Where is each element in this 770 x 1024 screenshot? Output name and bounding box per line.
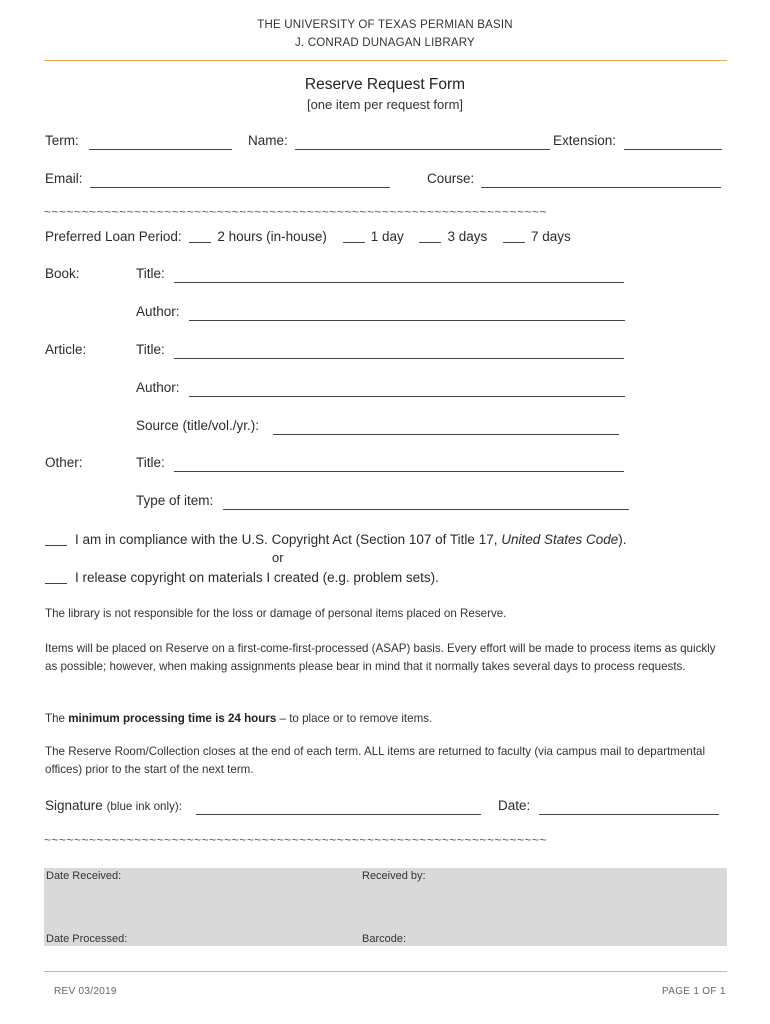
university-name: THE UNIVERSITY OF TEXAS PERMIAN BASIN xyxy=(257,19,513,31)
article-title-label: Title: xyxy=(136,342,165,357)
name-label: Name: xyxy=(248,133,288,148)
signature-field[interactable] xyxy=(196,814,481,815)
loan-option-2hours[interactable]: 2 hours (in-house) xyxy=(189,229,327,244)
other-title-field[interactable] xyxy=(174,471,624,472)
closing-notice: The Reserve Room/Collection closes at the end of each term. ALL items are returned to faculty (via campus mail to departmental offices) prior to the start of the next term. xyxy=(45,745,706,776)
signature-note: (blue ink only): xyxy=(106,800,182,813)
book-title-field[interactable] xyxy=(174,282,624,283)
tilde-divider-top: ~~~~~~~~~~~~~~~~~~~~~~~~~~~~~~~~~~~~~~~~~~~~~~~~~~~~~~~~~~~~~~~~~~~ xyxy=(44,205,548,219)
signature-label: Signature xyxy=(45,798,103,813)
other-type-field[interactable] xyxy=(223,509,629,510)
article-source-field[interactable] xyxy=(273,434,619,435)
date-processed-label: Date Processed: xyxy=(46,933,128,945)
copyright-or: or xyxy=(272,550,284,565)
page-number: PAGE 1 OF 1 xyxy=(662,986,726,997)
article-author-field[interactable] xyxy=(189,396,625,397)
loan-period-row xyxy=(45,228,571,244)
release-checkbox-blank[interactable] xyxy=(45,569,67,584)
course-label: Course: xyxy=(427,171,475,186)
email-label: Email: xyxy=(45,171,83,186)
signature-label-row xyxy=(45,798,182,813)
library-name: J. CONRAD DUNAGAN LIBRARY xyxy=(295,37,475,49)
loan-option-7days[interactable]: 7 days xyxy=(503,229,571,244)
extension-field[interactable] xyxy=(624,149,722,150)
tilde-divider-bottom: ~~~~~~~~~~~~~~~~~~~~~~~~~~~~~~~~~~~~~~~~~~~~~~~~~~~~~~~~~~~~~~~~~~~ xyxy=(44,833,548,847)
processing-notice: Items will be placed on Reserve on a first-come-first-processed (ASAP) basis. Every effort will be made to process items as quickly as possible; however, when making assignments please bear in mind that it normally takes several days to process requests. xyxy=(45,642,716,673)
loan-period-label: Preferred Loan Period: xyxy=(45,229,182,244)
other-type-label: Type of item: xyxy=(136,493,214,508)
header-rule xyxy=(44,60,727,61)
checkbox-blank[interactable] xyxy=(419,228,441,243)
book-author-label: Author: xyxy=(136,304,180,319)
barcode-label: Barcode: xyxy=(362,933,407,945)
email-field[interactable] xyxy=(90,187,390,188)
liability-notice: The library is not responsible for the loss or damage of personal items placed on Reserve. xyxy=(45,607,507,620)
compliance-checkbox-blank[interactable] xyxy=(45,531,67,546)
revision-label: REV 03/2019 xyxy=(54,986,117,997)
copyright-compliance-row: I am in compliance with the U.S. Copyright Act (Section 107 of Title 17, United States Code). xyxy=(45,531,627,547)
article-title-field[interactable] xyxy=(174,358,624,359)
form-title: Reserve Request Form xyxy=(304,76,466,93)
loan-option-1day[interactable]: 1 day xyxy=(343,229,404,244)
date-received-label: Date Received: xyxy=(46,870,122,882)
signature-date-field[interactable] xyxy=(539,814,719,815)
form-subtitle: [one item per request form] xyxy=(306,97,464,112)
copyright-release-row: I release copyright on materials I created (e.g. problem sets). xyxy=(45,569,439,585)
checkbox-blank[interactable] xyxy=(343,228,365,243)
checkbox-blank[interactable] xyxy=(189,228,211,243)
book-title-label: Title: xyxy=(136,266,165,281)
book-section-label: Book: xyxy=(45,266,80,281)
minimum-time-notice: The minimum processing time is 24 hours – to place or to remove items. xyxy=(45,712,433,725)
article-source-label: Source (title/vol./yr.): xyxy=(136,418,260,433)
loan-option-3days[interactable]: 3 days xyxy=(419,229,487,244)
name-field[interactable] xyxy=(295,149,550,150)
other-title-label: Title: xyxy=(136,455,165,470)
book-author-field[interactable] xyxy=(189,320,625,321)
term-label: Term: xyxy=(45,133,79,148)
extension-label: Extension: xyxy=(553,133,617,148)
article-author-label: Author: xyxy=(136,380,180,395)
footer-rule xyxy=(44,971,727,972)
term-field[interactable] xyxy=(89,149,232,150)
signature-date-label: Date: xyxy=(498,798,531,813)
received-by-label: Received by: xyxy=(362,870,426,882)
other-section-label: Other: xyxy=(45,455,83,470)
checkbox-blank[interactable] xyxy=(503,228,525,243)
course-field[interactable] xyxy=(481,187,721,188)
article-section-label: Article: xyxy=(45,342,87,357)
